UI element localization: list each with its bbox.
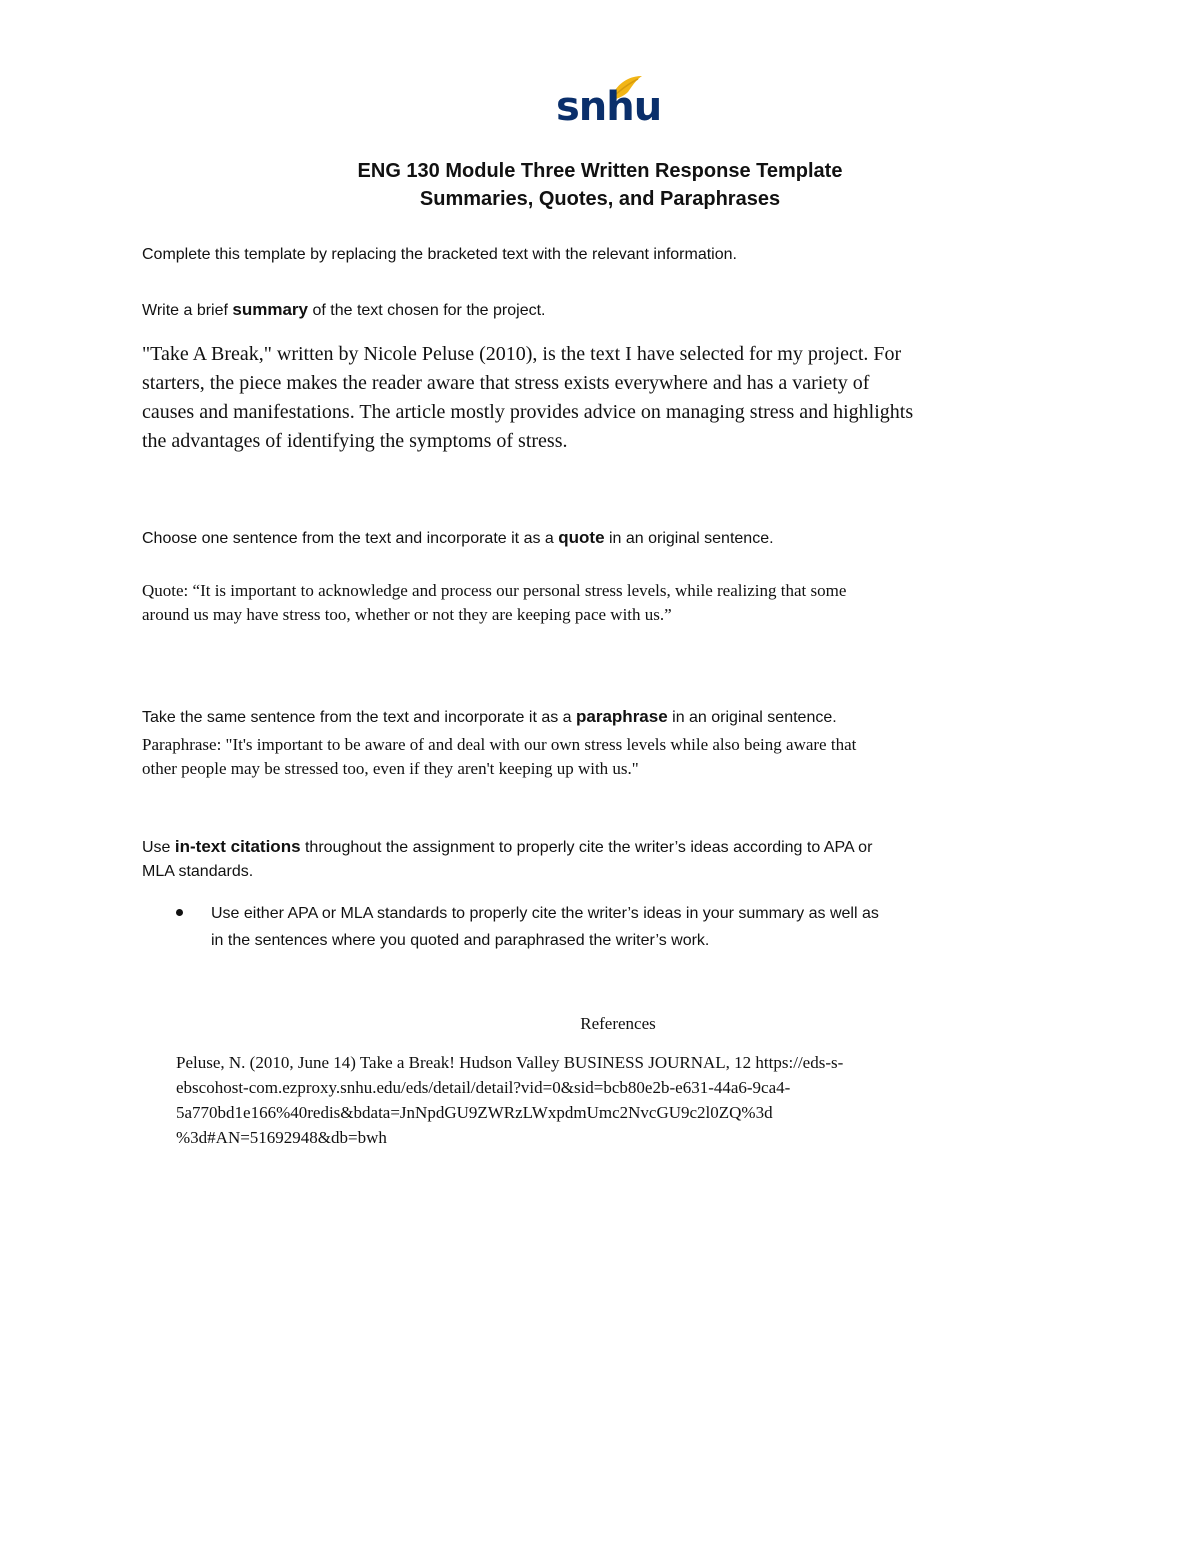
bullet-icon xyxy=(176,909,183,916)
paraphrase-line: Paraphrase: "It's important to be aware of and deal with our own stress levels while also being aware that xyxy=(142,735,857,754)
logo-text: snhu xyxy=(556,84,662,130)
reference-line: %3d#AN=51692948&db=bwh xyxy=(176,1128,387,1147)
paraphrase-prompt-pre: Take the same sentence from the text and incorporate it as a xyxy=(142,709,577,726)
citation-bold: in-text citations xyxy=(174,837,301,856)
quote-prompt xyxy=(142,528,774,548)
bullet-text-line1: Use either APA or MLA standards to properly cite the writer’s ideas in your summary as well as xyxy=(211,905,879,922)
summary-line: starters, the piece makes the reader aware that stress exists everywhere and has a variety of xyxy=(142,372,870,394)
summary-prompt-post: of the text chosen for the project. xyxy=(308,302,546,319)
paraphrase-line: other people may be stressed too, even if they aren't keeping up with us." xyxy=(142,759,639,778)
summary-line: the advantages of identifying the symptoms of stress. xyxy=(142,430,568,452)
summary-response xyxy=(142,340,1072,456)
summary-prompt-pre: Write a brief xyxy=(142,302,233,319)
paraphrase-prompt-bold: paraphrase xyxy=(576,707,668,726)
paraphrase-prompt xyxy=(142,707,837,727)
quote-prompt-pre: Choose one sentence from the text and incorporate it as a xyxy=(142,530,559,547)
citation-post: throughout the assignment to properly cite the writer’s ideas according to APA or xyxy=(300,839,873,856)
paraphrase-response xyxy=(142,733,1072,781)
reference-line: ebscohost-com.ezproxy.snhu.edu/eds/detail/detail?vid=0&sid=bcb80e2b-e631-44a6-9ca4- xyxy=(176,1078,791,1097)
bullet-text-line2: in the sentences where you quoted and paraphrased the writer’s work. xyxy=(211,932,710,949)
quote-prompt-post: in an original sentence. xyxy=(604,530,774,547)
quote-line: Quote: “It is important to acknowledge and process our personal stress levels, while realizing that some xyxy=(142,581,847,600)
summary-prompt xyxy=(142,300,545,320)
intro-instruction: Complete this template by replacing the bracketed text with the relevant information. xyxy=(142,246,737,263)
citation-pre: Use xyxy=(142,839,175,856)
page-subtitle: Summaries, Quotes, and Paraphrases xyxy=(419,188,781,210)
reference-line: Peluse, N. (2010, June 14) Take a Break! Hudson Valley BUSINESS JOURNAL, 12 https://eds-s- xyxy=(176,1053,844,1072)
summary-line: "Take A Break," written by Nicole Peluse (2010), is the text I have selected for my project. For xyxy=(142,343,902,365)
citation-instruction xyxy=(142,837,872,857)
quote-line: around us may have stress too, whether or not they are keeping pace with us.” xyxy=(142,605,672,624)
reference-entry xyxy=(176,1050,1056,1150)
reference-line: 5a770bd1e166%40redis&bdata=JnNpdGU9ZWRzLWxpdmUmc2NvcGU9c2l0ZQ%3d xyxy=(176,1103,773,1122)
summary-line: causes and manifestations. The article mostly provides advice on managing stress and highlights xyxy=(142,401,914,423)
paraphrase-prompt-post: in an original sentence. xyxy=(667,709,837,726)
snhu-logo xyxy=(548,70,662,136)
page-title: ENG 130 Module Three Written Response Template xyxy=(357,160,843,182)
quote-prompt-bold: quote xyxy=(558,528,605,547)
references-heading: References xyxy=(580,1014,656,1033)
summary-prompt-bold: summary xyxy=(232,300,309,319)
citation-instruction-line2: MLA standards. xyxy=(142,863,254,880)
quote-response xyxy=(142,579,1072,627)
